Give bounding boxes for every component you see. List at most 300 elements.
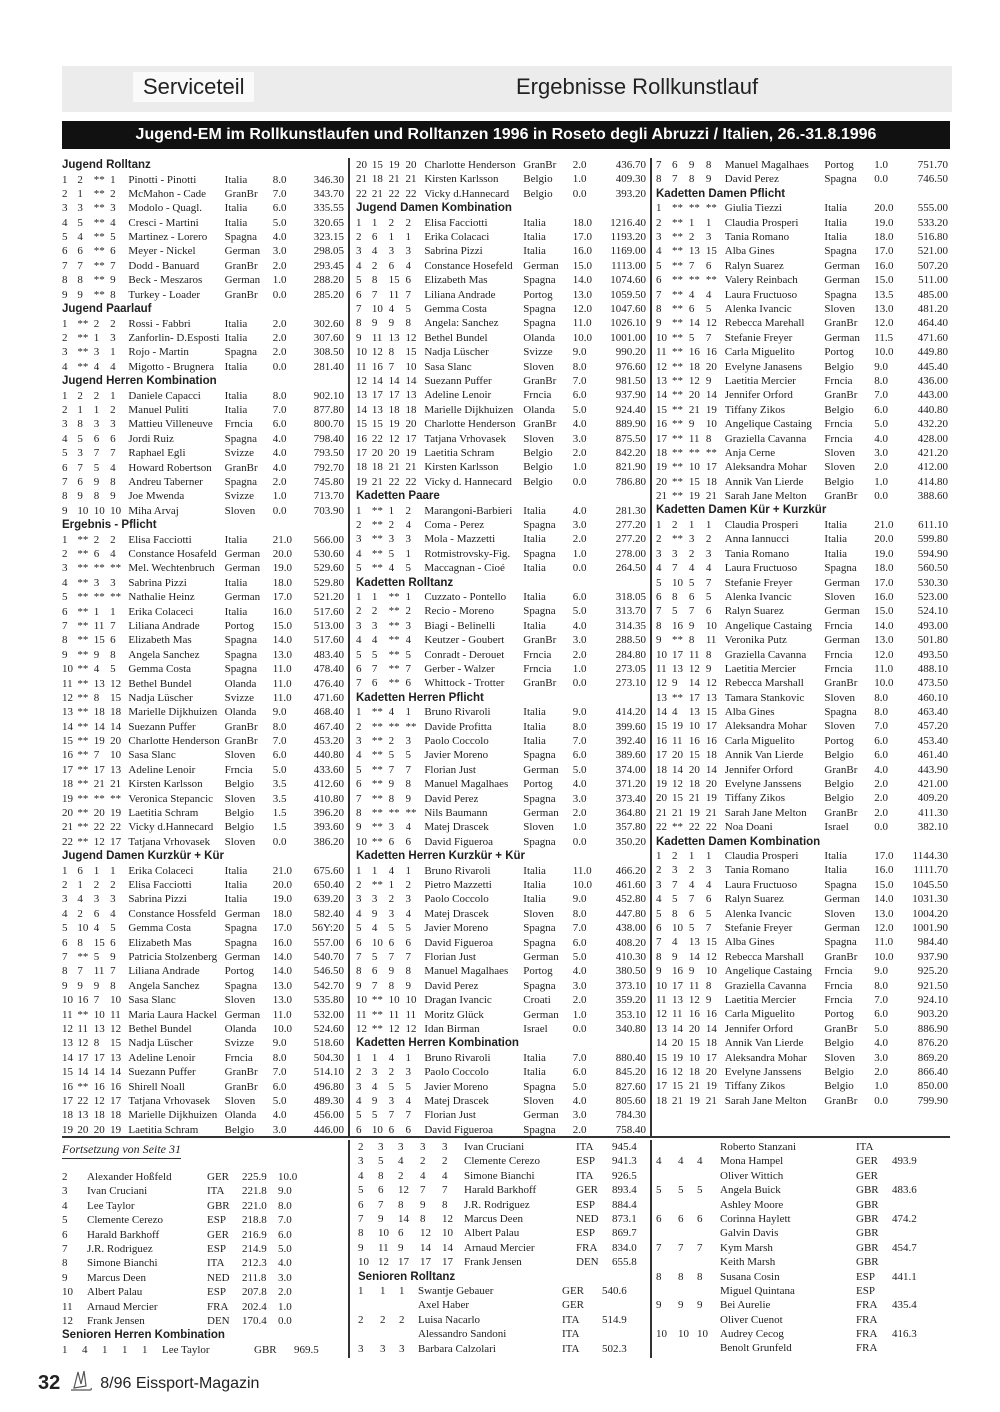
total: 277.20 [615,533,646,546]
judge-c: 8 [705,979,712,992]
judge-c: 20 [705,360,717,373]
judge-d: 2 [442,1155,448,1168]
place: 16 [656,734,667,747]
points: 9.0 [272,1037,287,1050]
judge-b: 16 [688,346,700,359]
name: Bethel Bundel [128,677,192,690]
result-row [358,1342,646,1356]
judge-c: 19 [705,1080,717,1093]
result-row [62,533,344,547]
judge-a: ** [671,216,683,229]
result-row [656,273,948,287]
judge-a: 6 [678,1212,684,1225]
judge-a: 15 [671,1080,683,1093]
judge-a: 5 [678,1184,684,1197]
name: Liliana Andrade [128,965,200,978]
judge-a: 17 [671,648,683,661]
name: Annik Van Lierde [724,1037,804,1050]
place: 2 [356,605,362,618]
judge-a: ** [671,346,683,359]
judge-c: 8 [110,475,116,488]
judge-b: 5 [688,922,695,935]
judge-b [697,1169,720,1183]
place: 13 [62,706,73,719]
points: 9.0 [874,965,888,978]
judge-a: 9 [371,907,378,920]
points: 3.0 [572,518,587,531]
judge-b: ** [93,216,105,229]
judge-a [678,1226,697,1240]
name: David Perez [724,173,779,186]
place: 15 [656,720,667,733]
nation: Belgio [824,749,854,762]
judge-c: 20 [405,159,417,171]
nation: German [224,562,261,575]
judge-c: 15 [705,706,717,719]
name: Carla Miguelito [724,346,795,359]
nation: GranBr [824,490,858,503]
nation: Italia [824,533,848,546]
judge-c: 7 [405,763,411,776]
points: 8.0 [874,979,888,992]
points: 2.0 [572,807,587,820]
judge-c: 10 [110,994,122,1007]
judge-a: 15 [371,418,383,431]
judge-a: 4 [678,1155,684,1168]
judge-b: ** [388,720,400,733]
name: Alessandro Sandoni [418,1328,507,1341]
judge-b: 9 [697,1299,703,1312]
nation: Olanda [224,677,257,690]
judge-a: 10 [77,504,89,517]
points: 3.0 [874,446,888,459]
judge-b: 20 [688,389,700,402]
total: 285.20 [313,288,344,301]
total: 530.30 [917,576,948,589]
judge-b [399,1327,418,1341]
place: 7 [62,475,68,488]
points: 9.0 [572,893,587,906]
total: 546.50 [313,965,344,978]
judge-b: ** [93,562,105,575]
name: Axel Haber [418,1299,470,1312]
judge-a: 17 [77,1051,89,1064]
result-row [356,360,646,374]
name: Pinotti - Pinotti [128,173,197,186]
judge-c: 4 [405,821,411,834]
result-row [656,331,948,345]
judge-c: 5 [405,562,411,575]
judge-a [380,1298,399,1312]
points: 12.0 [874,922,894,935]
judge-c: 7 [110,619,116,632]
place [656,1313,678,1327]
name: Nathalie Heinz [128,591,195,604]
total: 382.10 [917,821,948,834]
points: 6.0 [272,202,287,215]
judge-c: 20 [705,1065,717,1078]
result-row [358,1183,646,1197]
judge-a: 5 [371,951,378,964]
result-row [356,331,646,345]
result-row [62,892,344,906]
points: 20.0 [874,202,894,215]
judge-c: 9 [405,792,411,805]
judge-c: 2 [420,1155,426,1168]
judge-b: 6 [688,907,695,920]
nation: GranBr [824,1022,858,1035]
nation: Frncia [224,763,253,776]
name: Maccagnan - Cioé [424,562,505,575]
points: 1.0 [572,547,587,560]
result-row [656,705,948,719]
judge-b: 12 [93,1094,105,1107]
nation: GBR [856,1256,879,1269]
judge-a: 7 [378,1198,384,1211]
judge-b: 12 [388,432,400,445]
judge-c: 1 [110,173,116,186]
judge-a: 1 [371,1051,378,1064]
points: 0.0 [572,475,587,488]
place: 2 [62,331,68,344]
name: Graziella Cavanna [724,432,807,445]
nation: Olanda [224,706,257,719]
result-row [62,677,344,691]
judge-b [399,1298,418,1312]
judge-a: 7 [671,878,678,891]
judge-a: 13 [77,1109,89,1122]
result-row [62,1123,344,1137]
place: 20 [356,159,367,171]
judge-c: 15 [405,346,417,359]
page-number: 32 [38,1372,61,1394]
judge-a: 14 [671,763,683,776]
judge-c: 12 [110,1022,122,1035]
place: 12 [656,360,667,373]
judge-c: 4 [420,1169,426,1182]
place: 17 [656,1080,667,1093]
total: 483.6 [892,1184,917,1197]
name: Rojo - Martin [128,346,189,359]
name: Coma - Perez [424,518,485,531]
place: 12 [356,1022,367,1035]
judge-a: 4 [77,231,83,244]
name: Ralyn Suarez [724,605,784,618]
points: 7.0 [272,1066,287,1079]
name: Marielle Dijkhuizen [128,706,218,719]
judge-b: 12 [688,662,700,675]
result-row [656,691,948,705]
total: 273.10 [615,677,646,690]
judge-b: 6 [398,1227,404,1240]
total: 842.20 [615,446,646,459]
points: 4.0 [572,778,587,791]
result-row [656,1327,948,1341]
name: Mola - Mazzetti [424,533,496,546]
judge-a: 2 [380,1313,386,1326]
judge-a: 13 [671,662,683,675]
place: 3 [356,533,362,546]
judge-b: 22 [93,821,105,834]
name: Vicky d. Hannecard [424,475,512,488]
points: 15.0 [272,619,293,632]
points: 17.0 [272,922,293,935]
judge-b: 8 [388,792,395,805]
judge-b: ** [93,231,105,244]
nation: Belgio [224,807,254,820]
points: 11.0 [572,317,592,330]
points: 13.0 [874,907,894,920]
name: Valery Reinbach [724,274,798,287]
judge-a: ** [371,821,383,834]
judge-a: 4 [371,634,378,647]
nation: Portog [523,288,553,301]
total: 1111.70 [913,864,948,877]
points: 3.0 [572,432,587,445]
judge-b: 7 [388,763,395,776]
result-row [656,316,948,330]
result-row [62,662,344,676]
place: 12 [656,1008,667,1021]
section-heading: Senioren Herren Kombination [62,1329,225,1342]
nation: Frncia [824,619,853,632]
judge-b: 21 [688,792,700,805]
judge-b: 5 [688,576,695,589]
judge-a: 1 [371,864,378,877]
points: 21.0 [272,864,293,877]
result-row [356,619,646,633]
points: 0.0 [874,173,888,186]
result-row [356,244,646,258]
judge-c: 8 [705,159,712,171]
total: 599.80 [917,533,948,546]
nation: German [523,1008,559,1021]
judge-b: 2 [688,231,695,244]
place: 16 [656,1065,667,1078]
result-row [656,863,948,877]
total: 343.70 [313,187,344,200]
result-row [62,1285,344,1299]
place: 1 [356,1051,362,1064]
total: 353.10 [615,1008,646,1021]
section-heading: Kadetten Damen Kombination [656,835,821,848]
place: 10 [356,994,367,1007]
place: 7 [656,605,662,618]
points: 5.0 [278,1242,292,1255]
points: 0.0 [572,562,587,575]
nation: Spagna [523,518,556,531]
judge-c: 9 [705,993,712,1006]
nation: Portog [523,778,553,791]
result-row [656,460,948,474]
total: 436.70 [615,159,646,171]
judge-c: 15 [705,936,717,949]
result-row [656,849,948,863]
place: 13 [356,389,367,402]
judge-c: 1 [705,216,712,229]
place: 11 [356,1008,367,1021]
name: Whittock - Trotter [424,677,505,690]
points: 1.0 [874,1080,888,1093]
total: 456.00 [313,1109,344,1122]
judge-b: 13 [93,1022,105,1035]
name: Rebecca Marehall [724,317,805,330]
name: Florian Just [424,763,476,776]
total: 793.50 [313,447,344,460]
judge-c: 21 [705,1094,717,1107]
judge-b: ** [93,288,105,301]
result-row [656,1065,948,1079]
place: 5 [62,231,68,244]
name: Sarah Jane Melton [724,1094,807,1107]
points: 2.0 [874,792,888,805]
judge-a: 10 [671,922,683,935]
total: 323.15 [313,231,344,244]
points: 7.0 [874,993,888,1006]
place: 2 [356,879,362,892]
place: 2 [62,187,68,200]
judge-b: 2 [398,1169,404,1182]
continuation-title: Fortsetzung von Seite 31 [62,1142,181,1159]
judge-c: 17 [405,432,417,445]
judge-c: 16 [705,346,717,359]
points: 5.0 [572,1080,587,1093]
place: 7 [656,1241,662,1254]
judge-c: 22 [405,187,417,200]
place: 2 [62,879,68,892]
name: Conradt - Derouet [424,648,505,661]
judge-b: 19 [388,418,400,431]
result-row [656,1212,948,1226]
result-row [62,1108,344,1122]
judge-b: 1 [93,605,100,618]
judge-b: 6 [388,936,395,949]
judge-c: 2 [405,605,411,618]
total: 388.60 [917,490,948,503]
total: 288.50 [615,634,646,647]
name: Elizabeth Mas [128,634,192,647]
nation: Spagna [523,317,556,330]
total: 350.20 [615,835,646,848]
judge-a [678,1169,697,1183]
place: 14 [62,720,73,733]
judge-b: 5 [93,951,100,964]
result-row [656,662,948,676]
place: 3 [356,245,362,258]
name: Sabrina Pizzi [128,893,187,906]
place: 1 [356,706,362,719]
place: 22 [356,187,367,200]
place: 2 [62,547,68,560]
result-row [62,936,344,950]
total [892,1284,932,1298]
points: 9.0 [272,706,287,719]
total: 421.00 [917,778,948,791]
judge-a: 3 [77,447,83,460]
points: 1.0 [572,663,587,675]
judge-b: 12 [93,835,105,848]
judge-c: 1 [405,706,411,719]
judge-a: 20 [371,446,383,459]
points: 5.0 [572,763,587,776]
nation: ITA [562,1313,580,1326]
result-row [62,1271,344,1285]
total: 984.40 [917,936,948,949]
result-row [356,590,646,604]
total: 540.6 [602,1285,627,1298]
judge-b: 19 [688,1094,700,1107]
judge-b: 4 [388,864,395,877]
judge-b: 5 [388,547,395,560]
judge-b: 11 [388,288,400,301]
nation: GER [856,1169,878,1182]
nation: Sloven [224,749,256,762]
judge-a: ** [77,317,89,330]
total: 493.9 [892,1155,917,1168]
judge-c: 2 [110,403,116,416]
judge-a: ** [671,389,683,402]
result-row [62,777,344,791]
result-row [656,576,948,590]
nation: Spagna [523,936,556,949]
judge-b: ** [93,187,105,200]
place: 5 [62,447,68,460]
judge-c: 4 [405,907,411,920]
result-row [356,475,646,489]
nation: Frncia [824,993,853,1006]
place: 4 [356,634,362,647]
place: 6 [356,778,362,791]
judge-a: ** [671,202,683,215]
name: Kym Marsh [720,1241,773,1254]
name: Adeline Lenoir [424,389,492,402]
section-heading: Kadetten Herren Kurzkür + Kür [356,850,526,863]
judge-a: ** [371,807,383,820]
judge-c: 1 [122,1343,128,1356]
place: 8 [62,965,68,978]
nation: Frncia [824,648,853,661]
points: 13.0 [272,994,293,1007]
total [892,1198,932,1212]
judge-a: ** [671,288,683,301]
result-row [356,1051,646,1065]
points: 7.0 [572,1051,587,1064]
judge-a: 17 [371,389,383,402]
judge-b: 6 [93,547,100,560]
judge-c: 9 [705,662,712,675]
total: 886.90 [917,1022,948,1035]
judge-a: 6 [371,677,378,690]
name: Sabrina Pizzi [424,245,483,258]
result-row [656,619,948,633]
total: 1001.90 [912,922,948,935]
total: 925.20 [917,965,948,978]
judge-a: ** [371,518,383,531]
result-row [358,1327,646,1341]
judge-b: 2 [688,864,695,877]
judge-a: ** [371,533,383,546]
judge-c: 21 [405,173,417,186]
name: Keith Marsh [720,1256,776,1269]
judge-c: 4 [405,1095,411,1108]
points: 12.0 [874,648,894,661]
judge-c: 18 [405,403,417,416]
judge-a: 5 [371,1109,378,1122]
place [358,1298,380,1312]
nation: Spagna [523,749,556,762]
total: 924.10 [917,993,948,1006]
judge-a: 3 [77,202,83,215]
